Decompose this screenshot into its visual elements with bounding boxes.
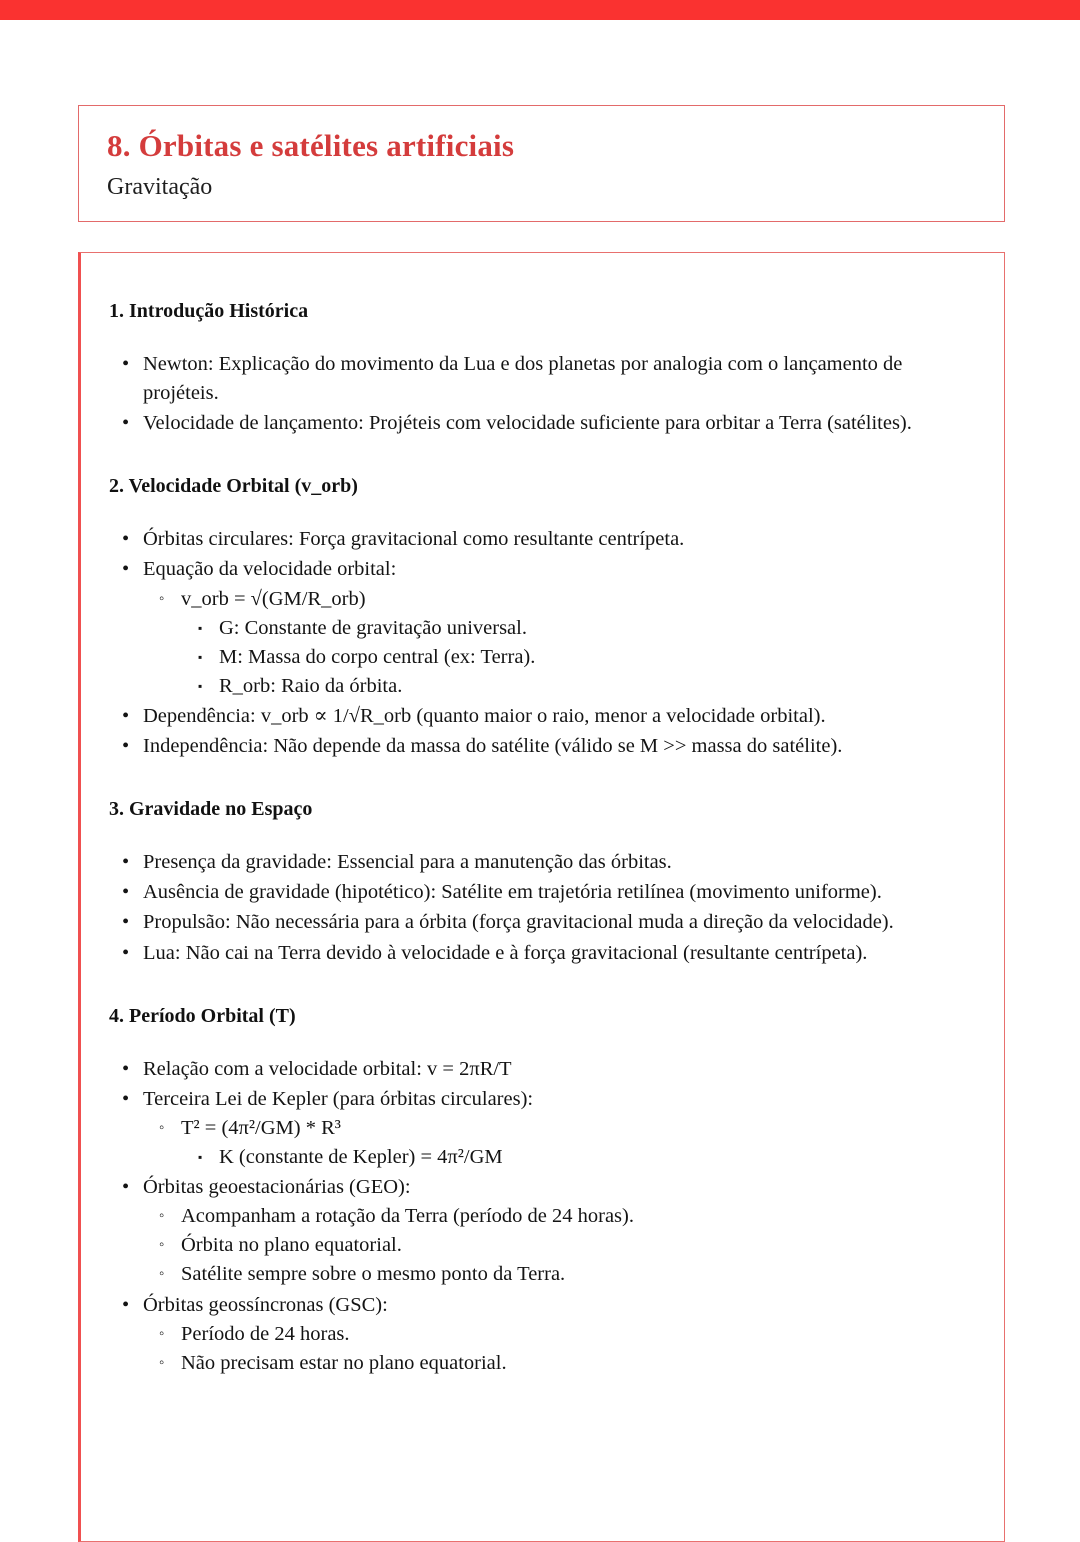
bullet-disc-icon: • <box>122 911 130 934</box>
list-item <box>109 702 982 731</box>
bullet-square-icon: ▪ <box>198 1149 203 1164</box>
list-item-text: Relação com a velocidade orbital: v = 2πR/T <box>143 1057 512 1080</box>
list-item <box>143 585 982 701</box>
list-item <box>109 848 982 877</box>
bullet-disc-icon: • <box>122 704 130 727</box>
list-item <box>109 350 982 408</box>
list-item-text: Newton: Explicação do movimento da Lua e dos planetas por analogia com o lançamento de projéteis. <box>143 353 903 405</box>
list-item-text: Velocidade de lançamento: Projéteis com velocidade suficiente para orbitar a Terra (satélites). <box>143 412 912 435</box>
list-item-text: T² = (4π²/GM) * R³ <box>181 1116 341 1139</box>
list-item <box>109 1055 982 1084</box>
section-4-sublist-gsc <box>143 1320 982 1378</box>
list-item-text: K (constante de Kepler) = 4π²/GM <box>219 1145 503 1168</box>
bullet-disc-icon: • <box>122 881 130 904</box>
list-item <box>181 1143 982 1172</box>
list-item-text: Órbitas geossíncronas (GSC): <box>143 1293 388 1316</box>
bullet-square-icon: ▪ <box>198 649 203 664</box>
section-4-sublist-geo <box>143 1202 982 1289</box>
bullet-circle-icon: ◦ <box>159 1119 165 1136</box>
list-item <box>181 643 982 672</box>
list-item-text: Acompanham a rotação da Terra (período de 24 horas). <box>181 1205 634 1228</box>
bullet-disc-icon: • <box>122 412 130 435</box>
section-4-subsublist-kepler <box>181 1143 982 1172</box>
list-item <box>109 908 982 937</box>
list-item <box>109 1173 982 1289</box>
bullet-disc-icon: • <box>122 735 130 758</box>
bullet-circle-icon: ◦ <box>159 1266 165 1283</box>
list-item <box>143 1114 982 1172</box>
section-2-subsublist <box>181 614 982 701</box>
list-item-text: v_orb = √(GM/R_orb) <box>181 587 366 610</box>
bullet-disc-icon: • <box>122 941 130 964</box>
document-header-box <box>78 105 1005 222</box>
list-item-text: R_orb: Raio da órbita. <box>219 674 403 697</box>
section-1-list <box>109 350 982 438</box>
section-2-sublist <box>143 585 982 701</box>
list-item <box>109 409 982 438</box>
list-item <box>109 525 982 554</box>
list-item-text: M: Massa do corpo central (ex: Terra). <box>219 645 536 668</box>
list-item <box>109 878 982 907</box>
bullet-circle-icon: ◦ <box>159 1325 165 1342</box>
bullet-circle-icon: ◦ <box>159 1208 165 1225</box>
section-heading-4: 4. Período Orbital (T) <box>109 1004 296 1027</box>
list-item <box>143 1260 982 1289</box>
section-4-list <box>109 1055 982 1378</box>
list-item-text: Equação da velocidade orbital: <box>143 558 397 581</box>
page-title: 8. Órbitas e satélites artificiais <box>107 128 515 163</box>
bullet-disc-icon: • <box>122 528 130 551</box>
list-item <box>109 939 982 968</box>
bullet-circle-icon: ◦ <box>159 1354 165 1371</box>
list-item-text: Satélite sempre sobre o mesmo ponto da Terra. <box>181 1263 566 1286</box>
list-item <box>143 1231 982 1260</box>
list-item <box>143 1320 982 1349</box>
page-subtitle: Gravitação <box>107 173 213 200</box>
section-4-sublist-kepler <box>143 1114 982 1172</box>
list-item <box>181 614 982 643</box>
section-heading-2: 2. Velocidade Orbital (v_orb) <box>109 475 358 498</box>
list-item <box>143 1349 982 1378</box>
bullet-circle-icon: ◦ <box>159 1237 165 1254</box>
list-item-text: Terceira Lei de Kepler (para órbitas circulares): <box>143 1087 534 1110</box>
bullet-disc-icon: • <box>122 1087 130 1110</box>
bullet-disc-icon: • <box>122 1057 130 1080</box>
section-2-list <box>109 525 982 761</box>
list-item-text: Órbitas circulares: Força gravitacional como resultante centrípeta. <box>143 528 685 551</box>
section-heading-1: 1. Introdução Histórica <box>109 300 309 322</box>
list-item-text: Propulsão: Não necessária para a órbita (força gravitacional muda a direção da velocidade). <box>143 911 894 934</box>
bullet-disc-icon: • <box>122 353 130 375</box>
list-item <box>109 1085 982 1172</box>
list-item-text: Não precisam estar no plano equatorial. <box>181 1351 507 1374</box>
document-content-box <box>78 252 1005 1542</box>
section-heading-3: 3. Gravidade no Espaço <box>109 798 313 821</box>
list-item-text: Órbitas geoestacionárias (GEO): <box>143 1176 411 1199</box>
bullet-disc-icon: • <box>122 851 130 874</box>
list-item-text: Dependência: v_orb ∝ 1/√R_orb (quanto maior o raio, menor a velocidade orbital). <box>143 704 826 727</box>
bullet-disc-icon: • <box>122 1293 130 1316</box>
bullet-square-icon: ▪ <box>198 678 203 693</box>
list-item-text: Lua: Não cai na Terra devido à velocidade e à força gravitacional (resultante centrípeta). <box>143 941 868 964</box>
list-item-text: Período de 24 horas. <box>181 1322 350 1345</box>
list-item <box>181 672 982 701</box>
list-item-text: Presença da gravidade: Essencial para a manutenção das órbitas. <box>143 851 672 874</box>
list-item <box>109 732 982 761</box>
list-item-text: G: Constante de gravitação universal. <box>219 616 527 639</box>
section-3-list <box>109 848 982 967</box>
list-item <box>109 1291 982 1378</box>
list-item-text: Independência: Não depende da massa do satélite (válido se M >> massa do satélite). <box>143 735 843 758</box>
top-red-banner <box>0 0 1080 20</box>
bullet-disc-icon: • <box>122 1176 130 1199</box>
bullet-disc-icon: • <box>122 558 130 581</box>
bullet-square-icon: ▪ <box>198 620 203 635</box>
list-item-text: Ausência de gravidade (hipotético): Satélite em trajetória retilínea (movimento uniforme). <box>143 881 882 904</box>
list-item-text: Órbita no plano equatorial. <box>181 1234 402 1257</box>
list-item <box>143 1202 982 1231</box>
bullet-circle-icon: ◦ <box>159 590 165 607</box>
list-item <box>109 555 982 701</box>
